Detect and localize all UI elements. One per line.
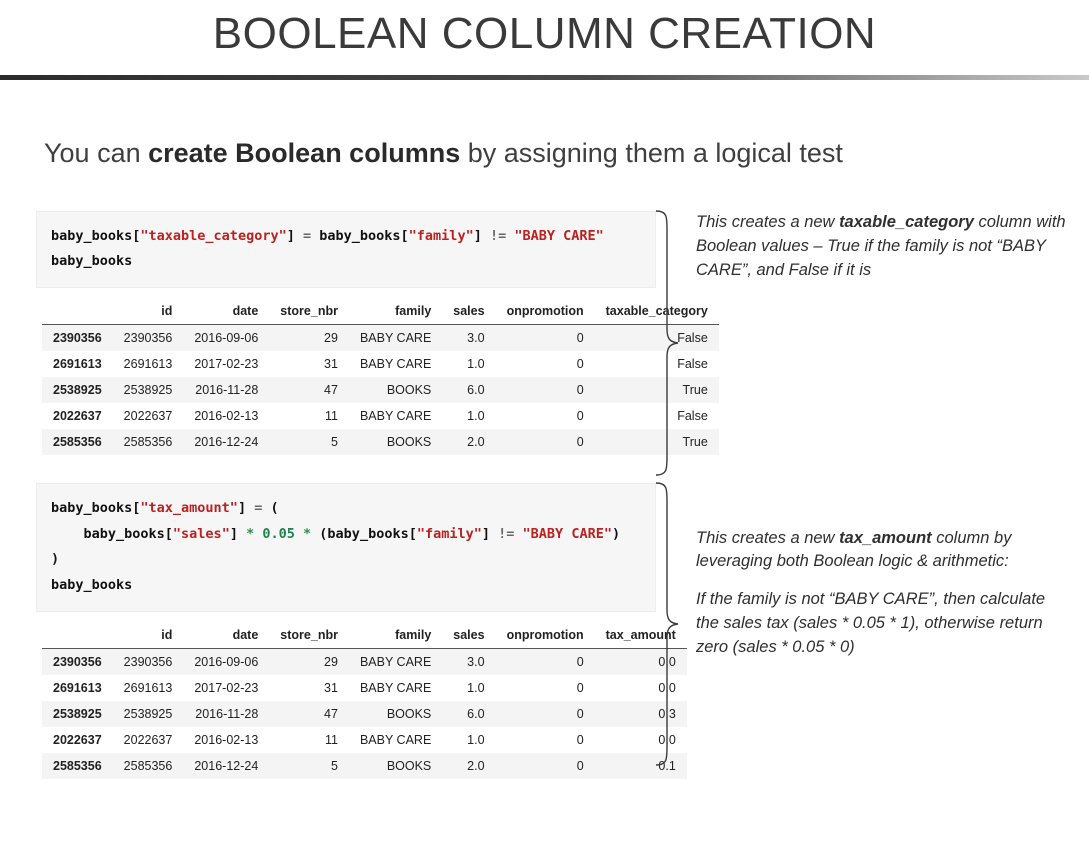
subtitle-part-2: by assigning them a logical test: [460, 137, 843, 168]
dataframe-table-taxable-category: [42, 298, 719, 455]
row-index: 2538925: [53, 706, 102, 721]
row-index: 2022637: [53, 409, 102, 424]
cell-tax-amount: 0.3: [658, 706, 676, 721]
cell-taxable-category: False: [677, 409, 708, 424]
cell-id: 2691613: [123, 680, 173, 695]
cell-onpromotion: 0: [576, 706, 584, 721]
cell-date: 2017-02-23: [194, 357, 259, 372]
row-index: 2691613: [53, 357, 102, 372]
cell-family: BOOKS: [386, 383, 432, 398]
cell-id: 2390356: [123, 654, 173, 669]
code-token: ]: [473, 227, 490, 244]
subtitle-part-1: You can: [44, 137, 149, 168]
annotation-taxable-category: [696, 211, 1068, 283]
cell-taxable-category: True: [682, 435, 708, 450]
table-row: [42, 429, 719, 455]
cell-family: BABY CARE: [359, 409, 432, 424]
column-header: onpromotion: [496, 622, 595, 649]
code-token: baby_books[: [51, 500, 141, 517]
column-header: store_nbr: [269, 622, 349, 649]
cell-sales: 6.0: [467, 383, 485, 398]
column-header: sales: [442, 298, 495, 325]
row-index: 2538925: [53, 383, 102, 398]
cell-taxable-category: False: [677, 357, 708, 372]
cell-taxable-category: False: [677, 331, 708, 346]
cell-tax-amount: 0.0: [658, 732, 676, 747]
right-column: [696, 211, 1068, 660]
left-column: [36, 211, 708, 779]
code-token: (baby_books[: [311, 525, 417, 542]
row-index: 2585356: [53, 758, 102, 773]
cell-date: 2016-12-24: [194, 758, 259, 773]
table-header-row: [42, 298, 719, 325]
code-string: "BABY CARE": [514, 227, 604, 244]
cell-store-nbr: 31: [324, 357, 338, 372]
cell-id: 2390356: [123, 331, 173, 346]
cell-onpromotion: 0: [576, 435, 584, 450]
column-header: store_nbr: [269, 298, 349, 325]
subtitle-emphasis: create Boolean columns: [148, 137, 461, 168]
cell-id: 2022637: [123, 409, 173, 424]
cell-tax-amount: 0.1: [658, 758, 676, 773]
annotation-text-pre: This creates a new: [696, 528, 840, 547]
column-header: [42, 622, 113, 649]
row-index: 2585356: [53, 435, 102, 450]
cell-family: BOOKS: [386, 706, 432, 721]
code-operator: =: [254, 500, 263, 517]
cell-onpromotion: 0: [576, 357, 584, 372]
table-row: [42, 727, 687, 753]
code-token: baby_books: [51, 253, 133, 270]
cell-family: BABY CARE: [359, 357, 432, 372]
cell-date: 2016-11-28: [195, 706, 259, 721]
cell-id: 2538925: [123, 706, 173, 721]
column-header: family: [349, 298, 442, 325]
row-index: 2390356: [53, 331, 102, 346]
cell-onpromotion: 0: [576, 758, 584, 773]
cell-store-nbr: 11: [324, 409, 338, 424]
cell-onpromotion: 0: [576, 680, 584, 695]
table-row: [42, 648, 687, 675]
brace-icon-top: [654, 209, 680, 477]
cell-date: 2016-09-06: [194, 654, 259, 669]
code-operator: *: [303, 525, 312, 542]
code-block-tax-amount: [36, 483, 656, 612]
cell-id: 2538925: [123, 383, 173, 398]
code-block-taxable-category: [36, 211, 656, 288]
code-token: ]: [481, 525, 499, 542]
dataframe-table-tax-amount: [42, 622, 687, 779]
cell-family: BABY CARE: [359, 732, 432, 747]
annotation-emphasis: tax_amount: [839, 528, 932, 547]
code-token: (: [262, 500, 279, 517]
subtitle: [44, 138, 1089, 169]
code-string: "taxable_category": [140, 227, 287, 244]
code-operator: *: [246, 525, 255, 542]
cell-store-nbr: 29: [324, 331, 338, 346]
slide-header: [0, 0, 1089, 80]
cell-taxable-category: True: [682, 383, 708, 398]
cell-id: 2585356: [123, 758, 173, 773]
row-index: 2022637: [53, 732, 102, 747]
brace-icon-bottom: [654, 481, 680, 767]
page-title: BOOLEAN COLUMN CREATION: [212, 9, 877, 58]
cell-tax-amount: 0.0: [658, 680, 676, 695]
cell-date: 2016-11-28: [195, 383, 259, 398]
code-token: baby_books[: [311, 227, 409, 244]
cell-store-nbr: 11: [324, 732, 338, 747]
cell-id: 2691613: [123, 357, 173, 372]
column-header: id: [113, 622, 184, 649]
code-token: ]: [237, 500, 255, 517]
code-token: [295, 526, 303, 542]
code-string: "family": [416, 525, 482, 542]
table-row: [42, 701, 687, 727]
column-header: onpromotion: [496, 298, 595, 325]
cell-date: 2016-12-24: [194, 435, 259, 450]
column-header: [42, 298, 113, 325]
cell-sales: 1.0: [467, 732, 485, 747]
column-header: tax_amount: [595, 622, 687, 649]
code-string: "BABY CARE": [522, 525, 612, 542]
code-token: [514, 526, 522, 542]
cell-onpromotion: 0: [576, 383, 584, 398]
cell-id: 2022637: [123, 732, 173, 747]
column-header: id: [113, 298, 184, 325]
code-token: ): [611, 525, 621, 542]
annotation-text-post: column with Boolean values – True if the family is not “BABY CARE”, and False if it is: [696, 212, 1066, 279]
cell-store-nbr: 47: [324, 706, 338, 721]
cell-onpromotion: 0: [576, 409, 584, 424]
column-header: family: [349, 622, 442, 649]
annotation-tax-amount: [696, 527, 1068, 575]
cell-family: BOOKS: [386, 435, 432, 450]
cell-id: 2585356: [123, 435, 173, 450]
table-row: [42, 325, 719, 352]
cell-sales: 6.0: [467, 706, 485, 721]
cell-date: 2016-02-13: [194, 732, 259, 747]
table-row: [42, 351, 719, 377]
code-token: ]: [229, 525, 247, 542]
column-header: taxable_category: [595, 298, 719, 325]
annotation-tax-amount-detail: If the family is not “BABY CARE”, then calculate the sales tax (sales * 0.05 * 1), otherwise return zero (sales * 0.05 * 0): [696, 590, 1046, 657]
cell-date: 2017-02-23: [194, 680, 259, 695]
cell-store-nbr: 47: [324, 383, 338, 398]
code-operator: !=: [498, 525, 515, 542]
code-operator: =: [302, 227, 312, 244]
title-divider: [0, 75, 1089, 80]
column-header: sales: [442, 622, 495, 649]
code-token: ): [51, 551, 60, 568]
row-index: 2691613: [53, 680, 102, 695]
cell-tax-amount: 0.0: [658, 654, 676, 669]
table-row: [42, 377, 719, 403]
code-token: ]: [286, 227, 303, 244]
cell-store-nbr: 5: [331, 435, 338, 450]
cell-onpromotion: 0: [576, 654, 584, 669]
cell-onpromotion: 0: [576, 732, 584, 747]
annotation-emphasis: taxable_category: [839, 212, 974, 231]
cell-sales: 2.0: [467, 435, 485, 450]
annotation-text-pre: This creates a new: [696, 212, 840, 231]
cell-sales: 1.0: [467, 680, 485, 695]
table-row: [42, 753, 687, 779]
cell-date: 2016-02-13: [194, 409, 259, 424]
cell-store-nbr: 29: [324, 654, 338, 669]
cell-family: BABY CARE: [359, 331, 432, 346]
cell-family: BABY CARE: [359, 680, 432, 695]
cell-family: BOOKS: [386, 758, 432, 773]
row-index: 2390356: [53, 654, 102, 669]
code-token: baby_books[: [51, 227, 141, 244]
table-row: [42, 675, 687, 701]
cell-family: BABY CARE: [359, 654, 432, 669]
table-row: [42, 403, 719, 429]
code-string: "sales": [172, 525, 230, 542]
column-header: date: [183, 298, 269, 325]
cell-sales: 1.0: [467, 357, 485, 372]
cell-date: 2016-09-06: [194, 331, 259, 346]
cell-sales: 2.0: [467, 758, 485, 773]
code-token: baby_books: [51, 577, 133, 593]
code-number: 0.05: [262, 525, 295, 542]
table-header-row: [42, 622, 687, 649]
column-header: date: [183, 622, 269, 649]
cell-store-nbr: 5: [331, 758, 338, 773]
cell-sales: 1.0: [467, 409, 485, 424]
cell-sales: 3.0: [467, 331, 485, 346]
cell-onpromotion: 0: [576, 331, 584, 346]
annotation-text-post: column by leveraging both Boolean logic & arithmetic:: [696, 528, 1012, 571]
code-token: baby_books[: [51, 525, 173, 542]
cell-store-nbr: 31: [324, 680, 338, 695]
cell-sales: 3.0: [467, 654, 485, 669]
code-string: "family": [408, 227, 474, 244]
code-string: "tax_amount": [140, 500, 238, 517]
code-operator: !=: [489, 227, 507, 244]
